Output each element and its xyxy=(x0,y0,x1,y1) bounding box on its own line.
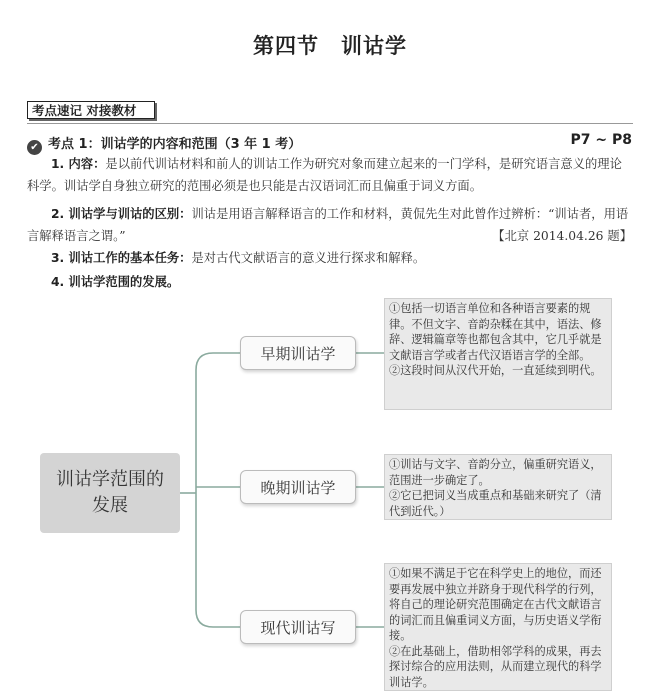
item-head: 3. 训诂工作的基本任务： xyxy=(51,251,192,265)
section-tag: 考点速记 对接教材 xyxy=(27,101,155,119)
check-icon: ✔ xyxy=(27,140,42,155)
branch-early: 早期训诂学 xyxy=(240,336,356,370)
note-early: ①包括一切语言单位和各种语言要素的规律。不但文字、音韵杂糅在其中，语法、修辞、逻辑篇章等也都包含其中，它几乎就是文献语言学或者古代汉语语言学的全部。 ②这段时间从汉代开始，一直延续到明代。 xyxy=(384,298,612,410)
item-head: 4. 训诂学范围的发展。 xyxy=(51,275,180,289)
note-modern: ①如果不满足于它在科学史上的地位，而还要再发展中独立并跻身于现代科学的行列，将自己的理论研究范围确定在古代文献语言的词汇而且偏重词义方面，与历史语义学衔接。 ②在此基础上，借助相邻学科的成果，再去探讨综合的应用法则，从而建立现代的科学训诂学。 xyxy=(384,563,612,691)
branch-modern: 现代训诂写 xyxy=(240,610,356,644)
item-head: 1. 内容： xyxy=(51,157,106,171)
section-number: 第四节 xyxy=(253,34,319,58)
branch-late: 晚期训诂学 xyxy=(240,470,356,504)
branch-connector-early xyxy=(196,353,240,370)
item-text: 是以前代训诂材料和前人的训诂工作为研究对象而建立起来的一门学科，是研究语言意义的理论科学。训诂学自身独立研究的范围必须是也只能是古汉语词汇而且偏重于词义方面。 xyxy=(27,157,622,193)
kaodian-title: 考点 1：训诂学的内容和范围（3 年 1 考） xyxy=(48,137,302,152)
mindmap-root: 训诂学范围的发展 xyxy=(40,453,180,533)
item-head: 2. 训诂学与训诂的区别： xyxy=(51,207,192,221)
note-late: ①训诂与文字、音韵分立，偏重研究语义，范围进一步确定了。 ②它已把词义当成重点和基础来研究了（清代到近代。） xyxy=(384,454,612,520)
branch-connector-modern xyxy=(196,610,240,627)
section-name: 训诂学 xyxy=(341,34,407,58)
page-range: P7 ~ P8 xyxy=(570,132,632,148)
exam-source: 【北京 2014.04.26 题】 xyxy=(492,229,632,243)
item-text: 训诂是用语言解释语言的工作和材料，黄侃先生对此曾作过辨析：“训诂者，用语言解释语言之谓。” xyxy=(27,207,629,243)
item-text: 是对古代文献语言的意义进行探求和解释。 xyxy=(191,251,426,265)
